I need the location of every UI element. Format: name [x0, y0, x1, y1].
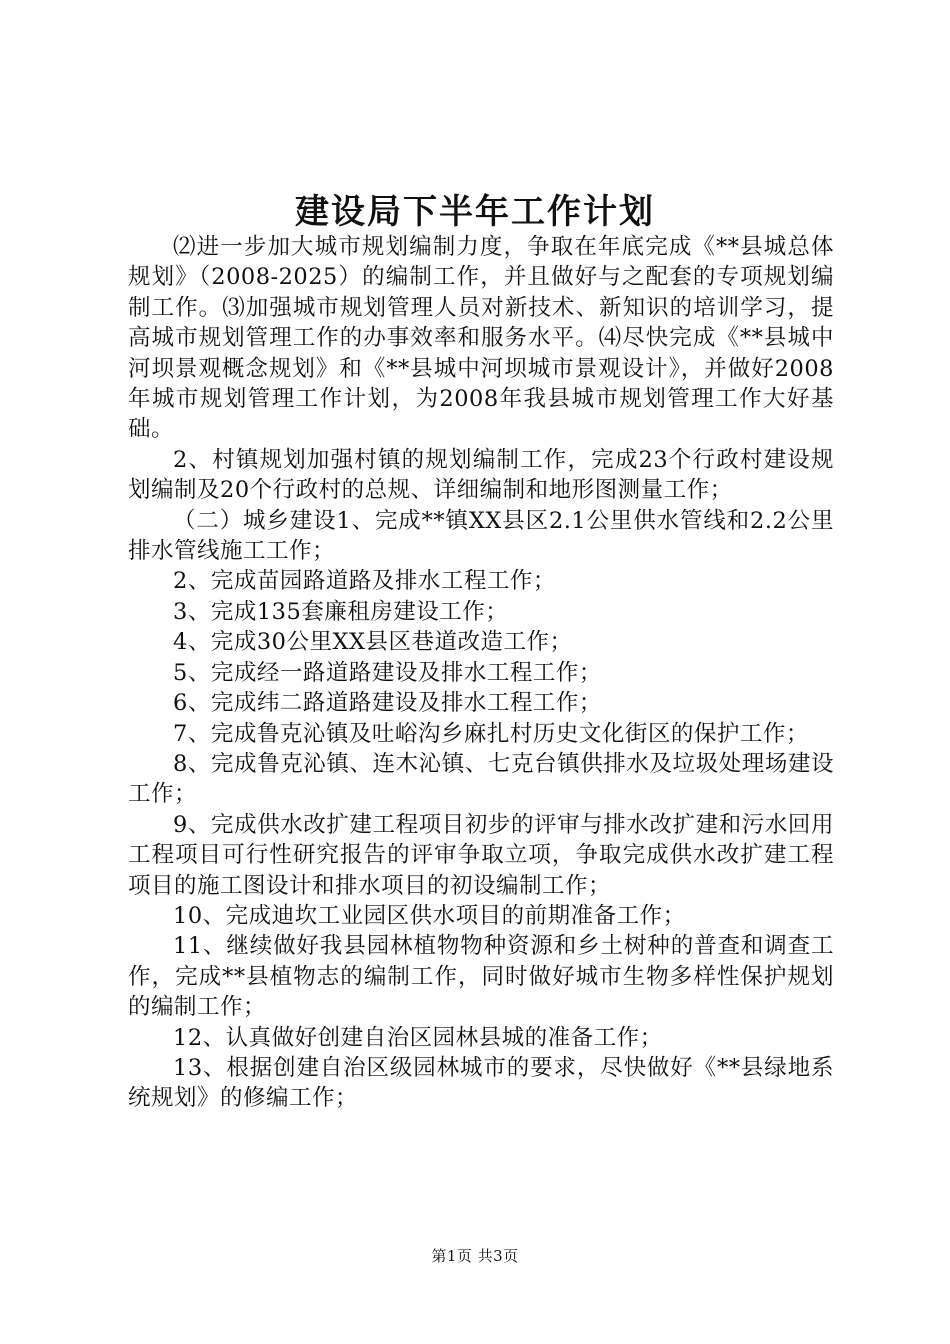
paragraph: 13、根据创建自治区级园林城市的要求，尽快做好《**县绿地系统规划》的修编工作；	[128, 1054, 834, 1112]
paragraph: 4、完成30公里XX县区巷道改造工作；	[173, 629, 573, 656]
paragraph: 8、完成鲁克沁镇、连木沁镇、七克台镇供排水及垃圾处理场建设工作；	[128, 750, 834, 808]
paragraph: 3、完成135套廉租房建设工作；	[173, 598, 509, 625]
paragraph: 9、完成供水改扩建工程项目初步的评审与排水改扩建和污水回用工程项目可行性研究报告的评审争取立项，争取完成供水改扩建工程项目的施工图设计和排水项目的初设编制工作；	[128, 811, 834, 899]
paragraph: 6、完成纬二路道路建设及排水工程工作；	[173, 690, 602, 717]
paragraph: 2、村镇规划加强村镇的规划编制工作，完成23个行政村建设规划编制及20个行政村的总规、详细编制和地形图测量工作；	[128, 446, 834, 504]
paragraph: 2、完成苗园路道路及排水工程工作；	[173, 568, 556, 595]
document-body	[128, 232, 834, 1114]
paragraph: ⑵进一步加大城市规划编制力度，争取在年底完成《**县城总体规划》（2008-2025）的编制工作，并且做好与之配套的专项规划编制工作。⑶加强城市规划管理人员对新技术、新知识的培训学习，提高城市规划管理工作的办事效率和服务水平。⑷尽快完成《**县城中河坝景观概念规划》和《**县城中河坝城市景观设计》，并做好2008年城市规划管理工作计划，为2008年我县城市规划管理工作大好基础。	[128, 234, 834, 443]
page-number-footer: 第1页 共3页	[431, 1247, 519, 1265]
paragraph: （二）城乡建设1、完成**镇XX县区2.1公里供水管线和2.2公里排水管线施工工作；	[128, 507, 834, 565]
paragraph: 7、完成鲁克沁镇及吐峪沟乡麻扎村历史文化街区的保护工作；	[173, 720, 809, 747]
paragraph: 10、完成迪坎工业园区供水项目的前期准备工作；	[173, 902, 686, 929]
document-title: 建设局下半年工作计划	[295, 192, 655, 232]
paragraph: 5、完成经一路道路建设及排水工程工作；	[173, 659, 602, 686]
paragraph: 11、继续做好我县园林植物物种资源和乡土树种的普查和调查工作，完成**县植物志的编制工作，同时做好城市生物多样性保护规划的编制工作；	[128, 933, 834, 1021]
paragraph: 12、认真做好创建自治区园林县城的准备工作；	[173, 1024, 663, 1051]
